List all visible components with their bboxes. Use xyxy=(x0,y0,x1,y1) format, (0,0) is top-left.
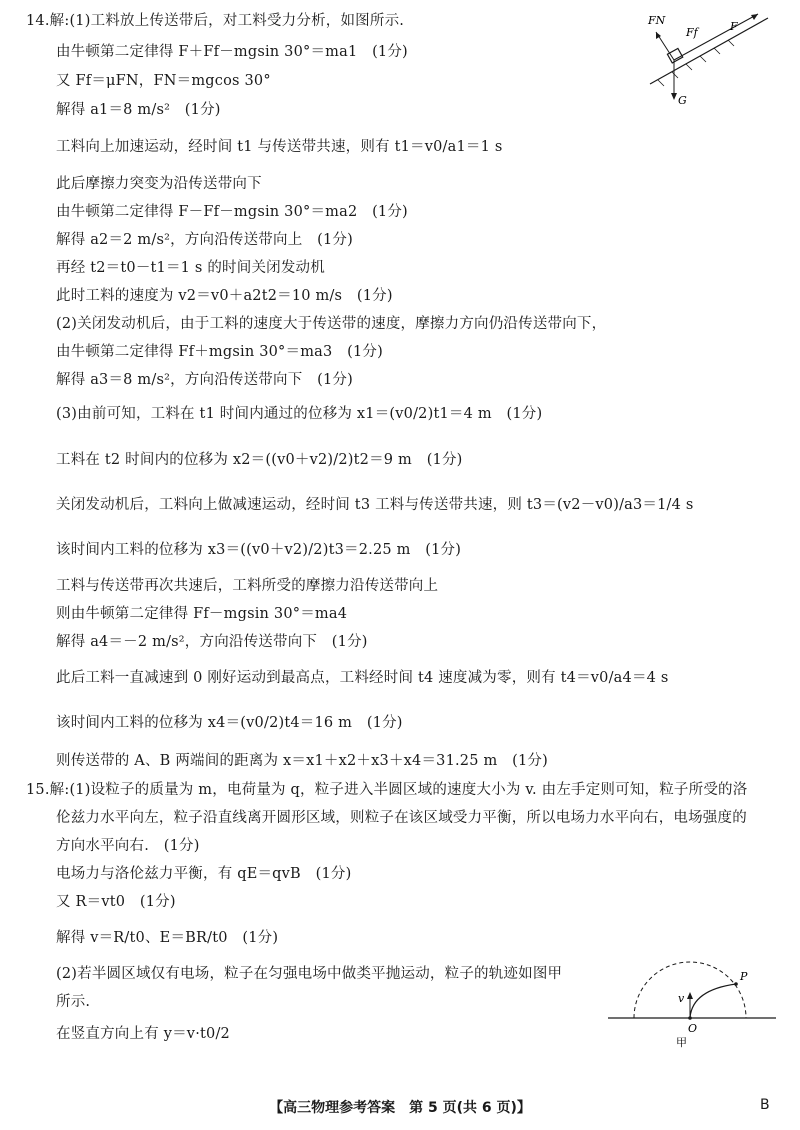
q14-line-15: 工料在 t2 时间内的位移为 x2＝((v0＋v2)/2)t2＝9 m (1分) xyxy=(56,452,463,468)
label-G: G xyxy=(678,94,687,107)
point-P xyxy=(734,982,738,986)
q14-line-12: 由牛顿第二定律得 Ff＋mgsin 30°＝ma3 (1分) xyxy=(56,344,383,360)
q15-line-4: 电场力与洛伦兹力平衡，有 qE＝qvB (1分) xyxy=(56,866,352,882)
label-FN: FN xyxy=(648,14,666,27)
q15-line-5: 又 R＝vt0 (1分) xyxy=(56,894,176,910)
label-v: v xyxy=(678,992,685,1005)
q14-line-17: 该时间内工料的位移为 x3＝((v0＋v2)/2)t3＝2.25 m (1分) xyxy=(56,542,462,558)
q14-line-16: 关闭发动机后，工料向上做减速运动，经时间 t3 工料与传送带共速，则 t3＝(v2－v0)/a3＝1/4 s xyxy=(56,497,694,513)
label-O: O xyxy=(688,1022,698,1035)
q15-line-6: 解得 v＝R/t0、E＝BR/t0 (1分) xyxy=(56,930,279,946)
q14-line-10: 此时工料的速度为 v2＝v0＋a2t2＝10 m/s (1分) xyxy=(56,288,393,304)
q14-line-4: 解得 a1＝8 m/s² (1分) xyxy=(56,102,221,118)
q14-line-21: 此后工料一直减速到 0 刚好运动到最高点，工料经时间 t4 速度减为零，则有 t4＝v0/a4＝4 s xyxy=(56,670,669,686)
q15-line-9: 在竖直方向上有 y＝v·t0/2 xyxy=(56,1026,230,1042)
q14-line-2: 由牛顿第二定律得 F＋Ff－mgsin 30°＝ma1 (1分) xyxy=(56,44,408,60)
q14-line-3: 又 Ff＝μFN，FN＝mgcos 30° xyxy=(56,73,271,89)
q15-line-8: 所示. xyxy=(56,994,91,1010)
q14-line-7: 由牛顿第二定律得 F－Ff－mgsin 30°＝ma2 (1分) xyxy=(56,204,408,220)
q14-line-14: (3)由前可知，工料在 t1 时间内通过的位移为 x1＝(v0/2)t1＝4 m (1分) xyxy=(56,406,543,422)
q15-line-7: (2)若半圆区域仅有电场，粒子在匀强电场中做类平抛运动，粒子的轨迹如图甲 xyxy=(56,966,563,982)
page-footer: 【高三物理参考答案 第 5 页(共 6 页)】 xyxy=(269,1100,531,1116)
label-F: F xyxy=(730,20,738,33)
label-Ff: Ff xyxy=(686,26,698,39)
q14-line-1: 14.解:(1)工料放上传送带后，对工料受力分析，如图所示. xyxy=(26,13,405,29)
q15-line-3: 方向水平向右. (1分) xyxy=(56,838,200,854)
label-P: P xyxy=(740,970,748,983)
q14-line-20: 解得 a4＝－2 m/s²，方向沿传送带向下 (1分) xyxy=(56,634,368,650)
q14-line-11: (2)关闭发动机后，由于工料的速度大于传送带的速度，摩擦力方向仍沿传送带向下， xyxy=(56,316,607,332)
force-diagram xyxy=(628,8,778,108)
q14-line-6: 此后摩擦力突变为沿传送带向下 xyxy=(56,176,262,192)
incline-hatch xyxy=(658,40,734,86)
block xyxy=(667,48,682,63)
origin-point xyxy=(688,1016,692,1020)
q14-line-23: 则传送带的 A、B 两端间的距离为 x＝x1＋x2＋x3＋x4＝31.25 m (1分) xyxy=(56,753,548,769)
q15-line-1: 15.解:(1)设粒子的质量为 m，电荷量为 q，粒子进入半圆区域的速度大小为 v. 由左手定则可知，粒子所受的洛 xyxy=(26,782,748,798)
q14-line-9: 再经 t2＝t0－t1＝1 s 的时间关闭发动机 xyxy=(56,260,325,276)
q14-line-22: 该时间内工料的位移为 x4＝(v0/2)t4＝16 m (1分) xyxy=(56,715,403,731)
q14-line-19: 则由牛顿第二定律得 Ff－mgsin 30°＝ma4 xyxy=(56,606,348,622)
q14-line-18: 工料与传送带再次共速后，工料所受的摩擦力沿传送带向上 xyxy=(56,578,439,594)
trajectory-diagram xyxy=(604,960,780,1050)
q14-line-8: 解得 a2＝2 m/s²，方向沿传送带向上 (1分) xyxy=(56,232,353,248)
trajectory-curve xyxy=(690,984,736,1018)
q15-line-2: 伦兹力水平向左，粒子沿直线离开圆形区域，则粒子在该区域受力平衡，所以电场力水平向右，电场强度的 xyxy=(56,810,747,826)
diagram-caption: 甲 xyxy=(676,1036,687,1049)
q14-line-13: 解得 a3＝8 m/s²，方向沿传送带向下 (1分) xyxy=(56,372,353,388)
q14-line-5: 工料向上加速运动，经时间 t1 与传送带共速，则有 t1＝v0/a1＝1 s xyxy=(56,139,503,155)
paper-version-letter: B xyxy=(760,1097,770,1113)
